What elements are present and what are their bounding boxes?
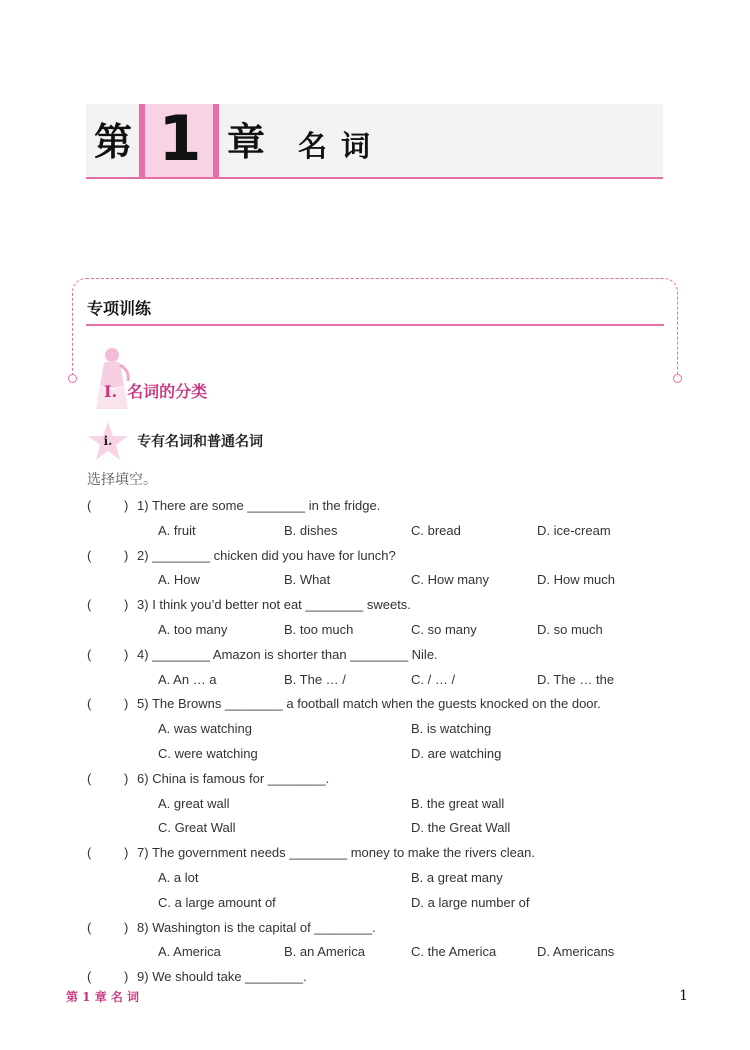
chapter-number: 1 [158,102,202,175]
answer-option[interactable]: B. What [284,572,331,588]
answer-option[interactable]: C. / … / [411,671,456,687]
chapter-suffix: 章 [227,120,266,164]
question-item [137,695,601,713]
question-text: We should take ________. [152,969,307,985]
paren-right: ) [124,498,129,513]
answer-option[interactable]: A. too many [158,622,228,637]
instruction: 选择填空。 [87,472,157,488]
answer-option[interactable]: B. dishes [284,522,338,538]
answer-option[interactable]: D. The … the [537,671,615,687]
answer-option[interactable]: A. An … a [158,671,217,687]
question-text: The Browns ________ a football match when the guests knocked on the door. [151,696,601,712]
section-heading: 专项训练 [87,299,152,318]
paren-left: ( [87,770,92,786]
answer-option[interactable]: B. is watching [411,721,492,737]
question-text: ________ chicken did you have for lunch? [152,547,396,563]
question-item [137,596,411,614]
section-underline [86,324,664,326]
question-item [137,547,396,565]
paren-right: ) [124,770,129,786]
answer-option[interactable]: D. are watching [411,746,502,761]
page-number: 1 [679,988,688,1004]
question-number: 2) [137,547,149,563]
subcategory-number: i. [103,434,113,448]
subcategory-title: 专有名词和普通名词 [137,434,263,450]
question-number: 4) [137,646,149,662]
category-title: 名词的分类 [127,382,208,401]
answer-option[interactable]: A. was watching [158,721,252,737]
category-heading [104,381,207,403]
paren-right: ) [124,845,129,861]
answer-option[interactable]: D. so much [537,622,603,637]
question-item [137,968,307,986]
answer-option[interactable]: D. a large number of [411,894,530,910]
paren-left: ( [87,696,92,712]
question-item [137,770,329,788]
answer-option[interactable]: B. The … / [284,671,346,687]
frame-right-circle [673,374,682,383]
answer-option[interactable]: C. How many [411,572,490,588]
question-text: There are some ________ in the fridge. [151,498,381,513]
frame-left-circle [68,374,77,383]
answer-option[interactable]: C. Great Wall [158,820,236,836]
answer-option[interactable]: A. fruit [158,522,196,538]
category-number: I. [104,382,118,401]
answer-option[interactable]: A. America [158,944,221,960]
question-text: Washington is the capital of ________. [152,919,376,935]
answer-option[interactable]: A. How [158,572,200,588]
answer-option[interactable]: A. great wall [158,795,230,811]
answer-option[interactable]: D. How much [537,572,616,588]
question-text: ________ Amazon is shorter than ________ Nile. [152,646,438,662]
answer-option[interactable]: C. bread [411,522,461,538]
paren-left: ( [87,845,92,861]
question-item [137,919,376,937]
answer-option[interactable]: B. the great wall [411,795,505,811]
question-item [137,497,380,515]
chapter-title: 名词 [298,129,385,163]
question-number: 7) [137,845,149,861]
question-item [137,844,535,862]
paren-left: ( [87,919,92,935]
paren-right: ) [124,547,129,563]
paren-right: ) [124,919,129,935]
answer-option[interactable]: A. a lot [158,870,199,885]
paren-right: ) [124,696,129,712]
question-item [137,646,438,664]
question-text: The government needs ________ money to make the rivers clean. [151,845,535,861]
paren-left: ( [87,646,92,662]
question-text: I think you’d better not eat ________ sweets. [152,597,411,613]
question-number: 6) [137,770,149,786]
paren-right: ) [124,646,129,662]
paren-left: ( [87,597,92,613]
answer-option[interactable]: D. Americans [537,944,615,960]
paren-right: ) [124,597,129,613]
paren-left: ( [87,969,92,985]
answer-option[interactable]: C. the America [411,944,497,960]
paren-right: ) [124,969,129,985]
footer-chapter-label: 第 1 章 名 词 [66,990,140,1004]
question-number: 1) [137,498,149,513]
answer-option[interactable]: C. so many [411,622,477,637]
question-number: 9) [137,969,149,985]
question-text: China is famous for ________. [152,770,330,786]
answer-option[interactable]: B. a great many [411,870,503,885]
answer-option[interactable]: B. an America [284,944,365,960]
chapter-prefix: 第 [94,120,133,164]
section-frame [72,278,678,378]
answer-option[interactable]: C. a large amount of [158,894,276,910]
answer-option[interactable]: C. were watching [158,746,258,761]
answer-option[interactable]: D. ice-cream [537,522,611,538]
chapter-underline [86,177,663,179]
answer-option[interactable]: B. too much [284,622,354,637]
question-number: 3) [137,597,149,613]
question-number: 5) [137,696,149,712]
paren-left: ( [87,498,92,513]
paren-left: ( [87,547,92,563]
question-number: 8) [137,919,149,935]
answer-option[interactable]: D. the Great Wall [411,820,511,836]
